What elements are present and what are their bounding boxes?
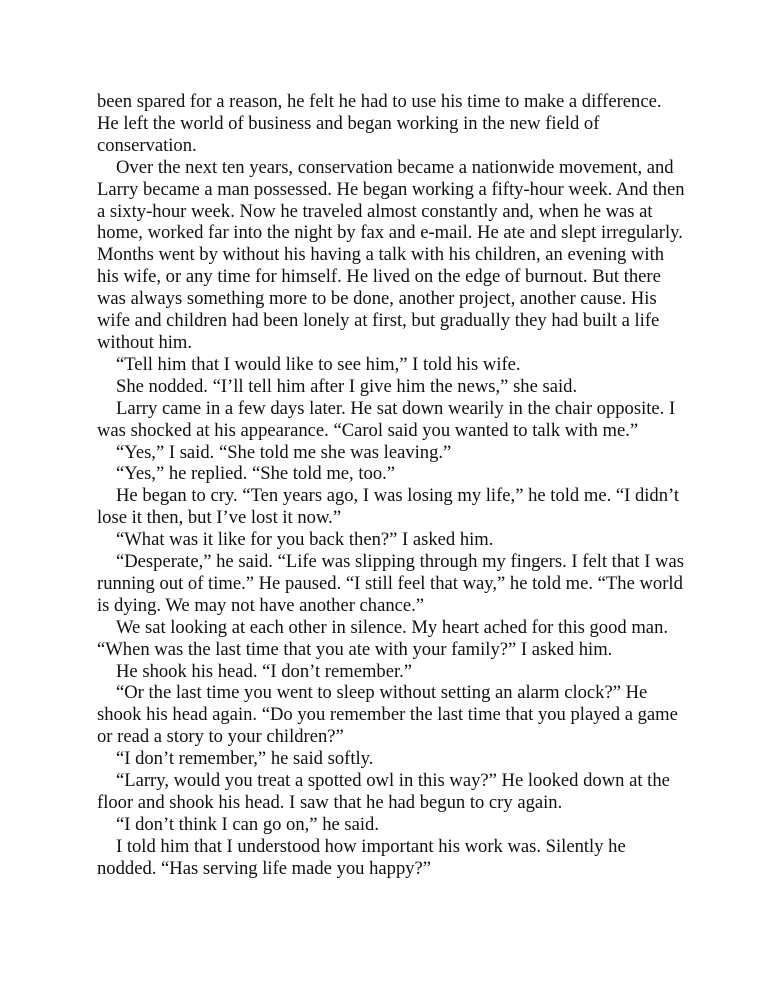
paragraph-3: “Tell him that I would like to see him,” I told his wife.	[116, 353, 521, 375]
paragraph-16: “I don’t think I can go on,” he said.	[116, 813, 379, 835]
paragraph-13: “Or the last time you went to sleep without setting an alarm clock?” He shook his head again. “Do you remember the last time that you played a game or read a story to your children?”	[97, 682, 678, 748]
paragraph-2: Over the next ten years, conservation became a nationwide movement, and Larry became a man possessed. He began working a fifty-hour week. And then a sixty-hour week. Now he traveled almost constantly and, when he was at home, worked far into the night by fax and e-mail. He ate and slept irregularly. Months went by without his having a talk with his children, an evening with his wife, or any time for himself. He lived on the edge of burnout. But there was always something more to be done, another project, another cause. His wife and children had been lonely at first, but gradually they had built a life without him.	[97, 156, 685, 353]
page-body	[97, 91, 687, 880]
paragraph-4: She nodded. “I’ll tell him after I give him the news,” she said.	[116, 375, 578, 397]
paragraph-17: I told him that I understood how important his work was. Silently he nodded. “Has serving life made you happy?”	[97, 835, 626, 879]
paragraph-1: been spared for a reason, he felt he had to use his time to make a difference. He left the world of business and began working in the new field of conservation.	[97, 91, 662, 156]
paragraph-15: “Larry, would you treat a spotted owl in this way?” He looked down at the floor and shook his head. I saw that he had begun to cry again.	[97, 770, 670, 813]
paragraph-5: Larry came in a few days later. He sat down wearily in the chair opposite. I was shocked at his appearance. “Carol said you wanted to talk with me.”	[97, 397, 676, 441]
paragraph-7: “Yes,” he replied. “She told me, too.”	[116, 463, 396, 485]
paragraph-9: “What was it like for you back then?” I asked him.	[116, 529, 494, 551]
paragraph-10: “Desperate,” he said. “Life was slipping through my fingers. I felt that I was running out of time.” He paused. “I still feel that way,” he told me. “The world is dying. We may not have another chance.”	[97, 551, 684, 616]
paragraph-6: “Yes,” I said. “She told me she was leaving.”	[116, 441, 452, 463]
paragraph-14: “I don’t remember,” he said softly.	[116, 748, 374, 770]
paragraph-11: We sat looking at each other in silence. My heart ached for this good man. “When was the last time that you ate with your family?” I asked him.	[97, 616, 669, 660]
paragraph-8: He began to cry. “Ten years ago, I was losing my life,” he told me. “I didn’t lose it then, but I’ve lost it now.”	[97, 485, 680, 529]
paragraph-12: He shook his head. “I don’t remember.”	[116, 660, 413, 682]
